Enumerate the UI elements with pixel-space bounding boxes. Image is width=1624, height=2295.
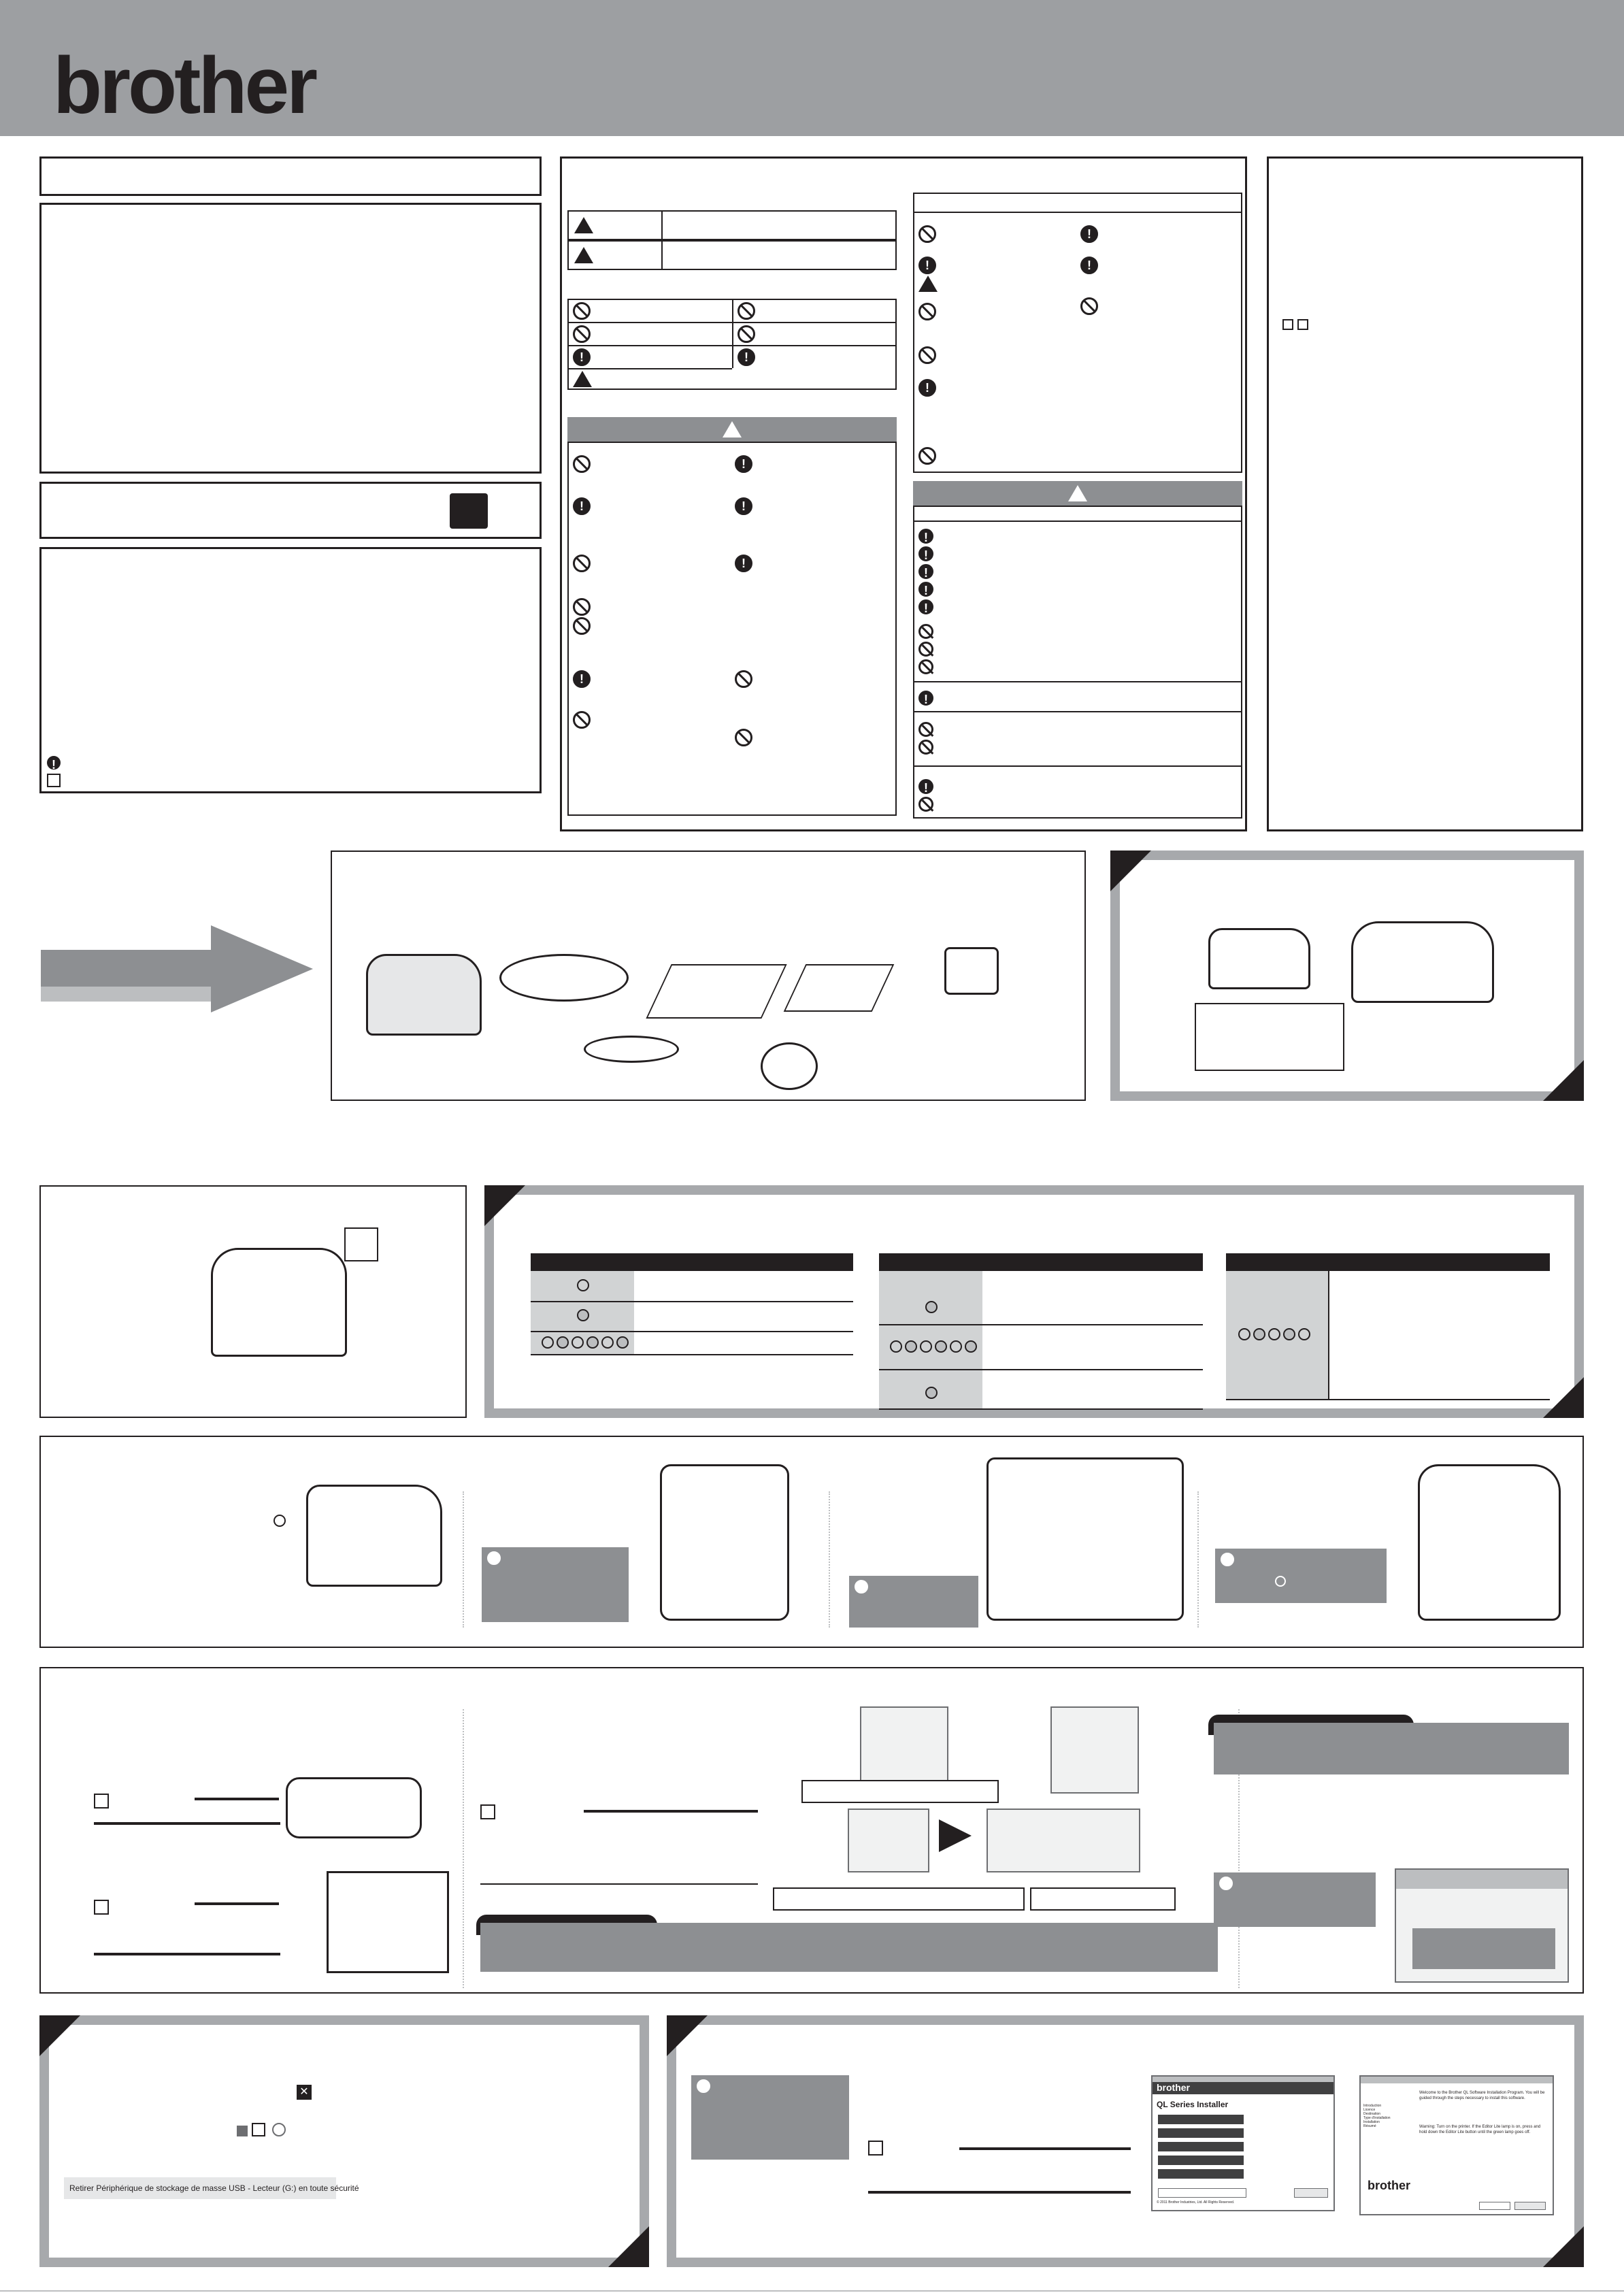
led-table-3 [1226, 1253, 1550, 1400]
mandatory-icon [918, 257, 936, 274]
safe-removal-section [39, 2015, 649, 2267]
prohibited-icon [918, 722, 933, 737]
energy-star-logo [450, 493, 488, 529]
warning-text: Warning: Turn on the printer. If the Editor Lite lamp is on, press and hold down the Editor Lite button until the green lamp goes off. [1419, 2125, 1541, 2134]
mac-installer-logo: brother [1368, 2179, 1410, 2192]
installer-sidebar: Introduction Licence Destination Type d'installation Installation Résumé [1363, 2104, 1391, 2128]
safe-removal-text[interactable]: Retirer Périphérique de stockage de masse USB - Lecteur (G:) en toute sécurité [64, 2177, 336, 2199]
mandatory-icon [918, 779, 933, 794]
note-panel [1215, 1549, 1387, 1603]
pc-connection-image [327, 1871, 449, 1973]
mac-installer-window [1359, 2075, 1554, 2215]
prohibited-icon [573, 617, 591, 635]
menu-button-5[interactable] [1158, 2169, 1244, 2179]
warning-triangle-icon [918, 276, 938, 292]
corner-marker [608, 2226, 649, 2267]
warning-triangle-icon [574, 217, 593, 233]
power-icon [274, 1515, 286, 1527]
parts-section [1110, 851, 1584, 1101]
software-install-box [39, 1667, 1584, 1994]
usb-cable-image [499, 954, 629, 1002]
printer-back-image [1351, 921, 1494, 1003]
editor-lite-window [1395, 1868, 1569, 1983]
prohibited-icon [918, 447, 936, 465]
button-panel-detail [1195, 1003, 1344, 1071]
warning-triangle-icon [1068, 485, 1087, 501]
mandatory-icon [918, 529, 933, 544]
info-panel [1214, 1723, 1569, 1774]
note-panel [482, 1547, 629, 1622]
roll-insert-image [660, 1464, 789, 1621]
led-section [484, 1185, 1584, 1418]
mandatory-icon [573, 348, 591, 366]
label-roll-image [944, 947, 999, 995]
power-icon [1275, 1576, 1286, 1587]
note-icon [94, 1794, 109, 1809]
recycle-icon [1297, 319, 1308, 330]
prohibited-icon [918, 624, 933, 639]
prohibited-icon [918, 303, 936, 320]
mandatory-icon [1221, 1553, 1234, 1566]
corner-marker [1110, 851, 1151, 891]
recycle-icon [1282, 319, 1293, 330]
warning-row [567, 210, 897, 240]
mandatory-icon [855, 1580, 868, 1594]
continue-button[interactable] [1514, 2202, 1546, 2210]
installer-window [1151, 2075, 1335, 2211]
prohibited-icon [1080, 297, 1098, 315]
unplug-icon [573, 497, 591, 515]
prohibited-icon [573, 455, 591, 473]
prohibited-icon [573, 598, 591, 616]
menu-button-1[interactable] [1158, 2115, 1244, 2124]
note-panel [1214, 1872, 1376, 1927]
printer-back-image [211, 1248, 347, 1357]
prohibited-icon [735, 670, 752, 688]
mandatory-icon [735, 497, 752, 515]
callout-box [1030, 1887, 1176, 1911]
intro-box [39, 203, 542, 474]
ac-cord-image [584, 1036, 679, 1063]
corner-marker [39, 2015, 80, 2056]
cd-rom-image [761, 1042, 818, 1090]
arrow-right-icon [939, 1819, 972, 1852]
note-panel [849, 1576, 978, 1628]
mandatory-icon [573, 670, 591, 688]
note-panel [691, 2075, 849, 2160]
corner-marker [484, 1185, 525, 1226]
roll-installation-box [39, 1436, 1584, 1648]
callout-box [773, 1887, 1025, 1911]
corner-marker [667, 2015, 708, 2056]
installer-copyright: © 2011 Brother Industries, Ltd. All Rights Reserved. [1157, 2200, 1235, 2205]
warning-triangle-icon [723, 421, 742, 437]
files-window [987, 1809, 1140, 1872]
prohibited-icon [738, 302, 755, 320]
printer-image [366, 954, 482, 1036]
tray-icons [237, 2123, 291, 2136]
folder-dialog [848, 1809, 929, 1872]
note-icon [868, 2141, 883, 2156]
title-box [39, 156, 542, 196]
prohibited-icon [735, 729, 752, 746]
printer-front-image [1208, 928, 1310, 989]
mac-install-section [667, 2015, 1584, 2267]
note-icon [94, 1900, 109, 1915]
caution-list [913, 506, 1242, 819]
notes-box [39, 547, 542, 793]
prohibited-icon [573, 555, 591, 572]
note-icon [480, 1804, 495, 1819]
installer-title: QL Series Installer [1157, 2100, 1229, 2109]
prohibited-icon [573, 711, 591, 729]
unplug-icon [918, 691, 933, 706]
cover-close-image [1418, 1464, 1561, 1621]
prohibited-icon [918, 740, 933, 755]
prohibited-icon [918, 642, 933, 657]
box-contents [331, 851, 1086, 1101]
mandatory-icon [47, 756, 61, 770]
label-sheet-image [784, 964, 895, 1012]
prohibited-icon [918, 346, 936, 364]
usb-port-image [286, 1777, 422, 1838]
led-row-icons [889, 1340, 978, 1356]
prohibited-icon [573, 302, 591, 320]
led-blink-icon [577, 1309, 589, 1321]
label-guide-image [987, 1457, 1184, 1621]
bottom-rule [0, 2290, 1624, 2292]
guide-sheet-image [646, 964, 786, 1019]
mandatory-icon [487, 1551, 501, 1565]
prohibited-icon [738, 325, 755, 343]
welcome-text: Welcome to the Brother QL Software Installation Program. You will be guided through the steps necessary to install this software. [1419, 2091, 1545, 2100]
led-off-icon [577, 1279, 589, 1291]
warning-triangle-icon [574, 247, 593, 263]
mandatory-icon [918, 546, 933, 561]
led-row-icons [540, 1336, 630, 1352]
brand-logo: brother [53, 41, 315, 131]
mandatory-icon [918, 582, 933, 597]
wall-outlet-image [344, 1227, 378, 1261]
unplug-icon [738, 348, 755, 366]
led-table-1 [531, 1253, 853, 1320]
mandatory-icon [1080, 257, 1098, 274]
general-precautions [913, 193, 1242, 473]
close-icon[interactable]: ✕ [297, 2085, 312, 2100]
menu-button-4[interactable] [1158, 2156, 1244, 2165]
explorer-dialog [1050, 1706, 1139, 1794]
installer-logo: brother [1157, 2082, 1190, 2093]
info-panel [480, 1923, 1218, 1972]
prohibited-icon [918, 659, 933, 674]
language-select[interactable] [1158, 2188, 1246, 2198]
mandatory-icon [918, 564, 933, 579]
printer-open-image [306, 1485, 442, 1587]
led-table-2 [879, 1253, 1203, 1410]
safety-box [560, 156, 1247, 831]
back-button[interactable] [1479, 2202, 1510, 2210]
mandatory-icon [735, 455, 752, 473]
start-arrow-icon [41, 925, 327, 1007]
mandatory-icon [1219, 1877, 1233, 1890]
info-box [1267, 156, 1583, 831]
prohibited-icon [918, 797, 933, 812]
mandatory-icon [1080, 225, 1098, 243]
warning-list [567, 442, 897, 816]
mandatory-icon [918, 379, 936, 397]
warning-triangle-icon [573, 371, 592, 387]
caution-banner [913, 481, 1242, 506]
prohibited-icon [573, 325, 591, 343]
mandatory-icon [697, 2079, 710, 2093]
led-row-icons [1237, 1328, 1312, 1344]
note-icon [47, 774, 61, 787]
prohibited-icon [918, 225, 936, 243]
caution-row [567, 240, 897, 270]
led-blink-icon [925, 1301, 938, 1313]
led-blink-icon [925, 1387, 938, 1399]
warning-banner [567, 417, 897, 442]
corner-marker [1543, 1060, 1584, 1101]
menu-button-3[interactable] [1158, 2142, 1244, 2151]
exit-button[interactable] [1294, 2188, 1328, 2198]
mandatory-icon [918, 599, 933, 614]
callout-box [801, 1780, 999, 1803]
symbol-legend [567, 299, 897, 390]
mandatory-icon [735, 555, 752, 572]
corner-marker [1543, 2226, 1584, 2267]
power-connection-box [39, 1185, 467, 1418]
energy-star-box [39, 482, 542, 539]
menu-button-2[interactable] [1158, 2128, 1244, 2138]
